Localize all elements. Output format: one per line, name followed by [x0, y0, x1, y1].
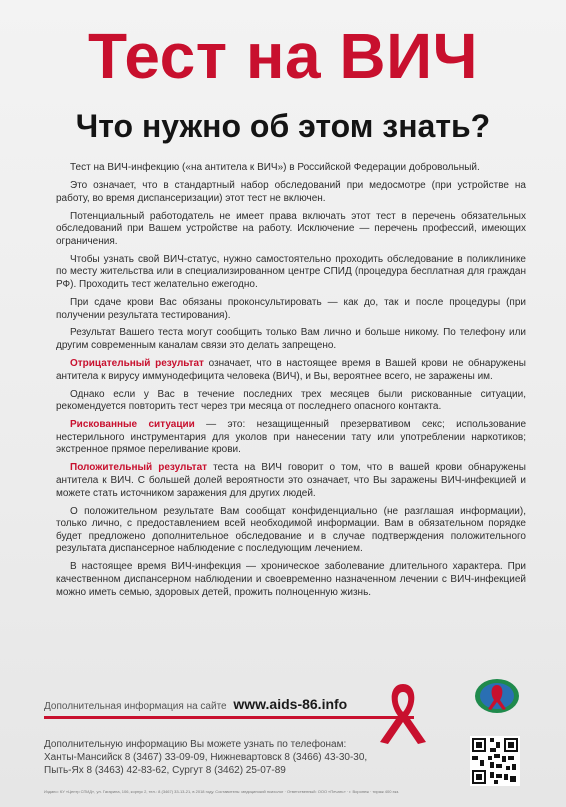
term-risk-situations: Рискованные ситуации: [70, 419, 195, 431]
paragraph-consultation: При сдаче крови Вас обязаны проконсультировать — как до, так и после процедуры (при получении результата тестирования).: [56, 296, 526, 321]
aids-center-logo-icon: [472, 676, 522, 716]
term-negative-result: Отрицательный результат: [70, 358, 204, 370]
paragraph-risk-situations: [56, 419, 526, 457]
ribbon-underline: [44, 716, 414, 719]
paragraph-status: Чтобы узнать свой ВИЧ-статус, нужно самостоятельно проходить обследование в поликлинике по месту жительства или в специализированном центре СПИД (процедура бесплатная для граждан РФ). Проходить тест желательно ежегодно.: [56, 253, 526, 290]
phones-line-2: Пыть-Ях 8 (3463) 42-83-62, Сургут 8 (3462) 25-07-89: [44, 765, 286, 776]
imprint-footer: Издано: КУ «Центр СПИД», ул. Гагарина, 106, корпус 2, тел.: 8 (3467) 33-13-21, в 2018 году. Составитель: медицинский психолог · Ответственный: ООО «Печать» · г. Воронеж · тираж 400 экз.: [44, 789, 400, 794]
qr-code-icon: [470, 736, 520, 786]
paragraph-medical-checkup: Это означает, что в стандартный набор обследований при медосмотре (при устройстве на работу, во время диспансеризации) этот тест не включен.: [56, 179, 526, 204]
paragraph-privacy: Результат Вашего теста могут сообщить только Вам лично и больше никому. По телефону или другим современным каналам связи это делать запрещено.: [56, 327, 526, 352]
phones-line-1: Ханты-Мансийск 8 (3467) 33-09-09, Нижневартовск 8 (3466) 43-30-30,: [44, 752, 368, 763]
paragraph-confidential: О положительном результате Вам сообщат конфиденциально (не разглашая информации), только лично, с предоставлением всей необходимой информации. Вам в обязательном порядке будет предложено дополнительное обследование и в случае подтверждения положительного результата диспансерное наблюдение с последующим лечением.: [56, 505, 526, 555]
paragraph-employer: Потенциальный работодатель не имеет права включать этот тест в перечень обязательных обследований при Вашем устройстве на работу. Исключение — перечень профессий, имеющих ограничения.: [56, 210, 526, 247]
paragraph-negative-result: [56, 358, 526, 383]
paragraph-voluntary: Тест на ВИЧ-инфекцию («на антитела к ВИЧ») в Российской Федерации добровольный.: [70, 162, 480, 173]
article-body: [56, 162, 526, 605]
page-title: Тест на ВИЧ: [87, 20, 479, 92]
paragraph-chronic: В настоящее время ВИЧ-инфекция — хроническое заболевание длительного характера. При качественном диспансерном наблюдении и своевременно назначенном лечении с ВИЧ-инфекцией можно иметь семью, здоровых детей, прожить полноценную жизнь.: [56, 561, 526, 598]
page-subtitle: Что нужно об этом знать?: [75, 108, 491, 144]
website-label: Дополнительная информация на сайте: [44, 701, 227, 712]
website-info: [44, 696, 404, 712]
negative-result-text: означает, что в настоящее время в Вашей крови не обнаружены антитела к вирусу иммунодефицита человека (ВИЧ), и Вы, вероятнее всего, не заражены им.: [56, 358, 526, 382]
positive-result-text: теста на ВИЧ говорит о том, что в вашей крови обнаружены антитела к ВИЧ. С большей долей вероятности это означает, что Вы заражены ВИЧ-инфекцией и можете стать источником заражения для других людей.: [56, 462, 526, 499]
website-link[interactable]: www.aids-86.info: [233, 696, 348, 712]
red-ribbon-icon: [368, 676, 438, 746]
phone-contacts: [44, 738, 444, 777]
paragraph-retest: Однако если у Вас в течение последних трех месяцев были рискованные ситуации, рекомендуется повторить тест через три месяца от последнего опасного контакта.: [56, 388, 526, 413]
phones-intro: Дополнительную информацию Вы можете узнать по телефонам:: [44, 739, 347, 750]
term-positive-result: Положительный результат: [70, 462, 208, 474]
risk-situations-text: — это: незащищенный презервативом секс; использование нестерильного инструментария для уколов при нанесении тату или употреблении наркотиков; экстренное прямое переливание крови.: [56, 419, 527, 456]
paragraph-positive-result: [56, 462, 526, 500]
